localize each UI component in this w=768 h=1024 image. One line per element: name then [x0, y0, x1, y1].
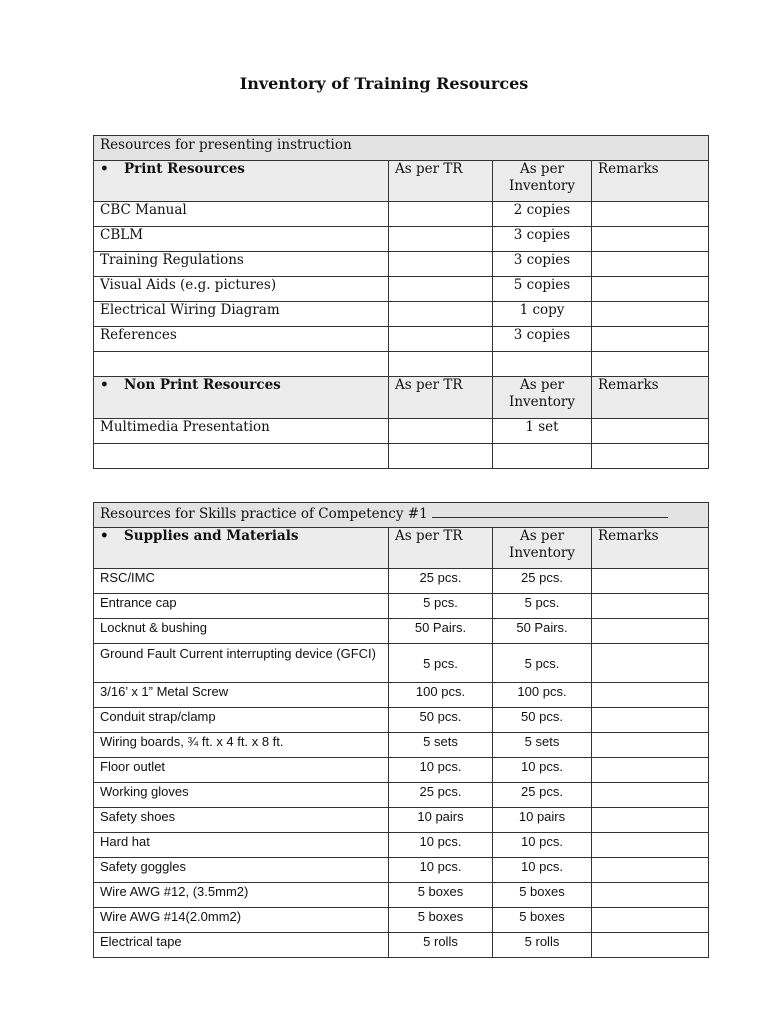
as-per-tr-cell: 5 boxes: [389, 883, 493, 908]
table-row: [94, 883, 709, 908]
as-per-inventory-cell: 3 copies: [493, 227, 592, 252]
item-name-cell: Locknut & bushing: [94, 619, 389, 644]
as-per-inventory-cell: 25 pcs.: [493, 569, 592, 594]
table-row: [94, 758, 709, 783]
remarks-cell: [592, 594, 709, 619]
bullet-icon: •: [100, 161, 109, 177]
as-per-tr-cell: 5 sets: [389, 733, 493, 758]
as-per-inventory-cell: 2 copies: [493, 202, 592, 227]
as-per-inventory-cell: 10 pcs.: [493, 758, 592, 783]
col-as-per-inventory: As per Inventory: [493, 161, 592, 202]
item-name-cell: Visual Aids (e.g. pictures): [94, 277, 389, 302]
as-per-inventory-cell: 1 set: [493, 419, 592, 444]
remarks-cell: [592, 858, 709, 883]
as-per-tr-cell: 25 pcs.: [389, 783, 493, 808]
table-row: [94, 202, 709, 227]
remarks-cell: [592, 758, 709, 783]
non-print-resources-label: • Non Print Resources: [94, 377, 389, 419]
empty-cell: [389, 444, 493, 469]
as-per-tr-cell: 10 pcs.: [389, 758, 493, 783]
as-per-inventory-cell: 50 Pairs.: [493, 619, 592, 644]
item-name-cell: References: [94, 327, 389, 352]
as-per-tr-cell: 5 pcs.: [389, 594, 493, 619]
table-row: [94, 252, 709, 277]
as-per-inventory-cell: 50 pcs.: [493, 708, 592, 733]
table-row: [94, 227, 709, 252]
remarks-cell: [592, 252, 709, 277]
item-name-cell: Wiring boards, ¾ ft. x 4 ft. x 8 ft.: [94, 733, 389, 758]
print-resources-label: • Print Resources: [94, 161, 389, 202]
table-row: [94, 683, 709, 708]
page-title: Inventory of Training Resources: [239, 74, 529, 93]
table-row: [94, 277, 709, 302]
remarks-cell: [592, 277, 709, 302]
as-per-inventory-cell: 5 sets: [493, 733, 592, 758]
table-row: [94, 808, 709, 833]
table-row: [94, 708, 709, 733]
table-row: [94, 594, 709, 619]
col-remarks: Remarks: [592, 161, 709, 202]
item-name-cell: Wire AWG #14(2.0mm2): [94, 908, 389, 933]
as-per-tr-cell: 5 boxes: [389, 908, 493, 933]
item-name-cell: Conduit strap/clamp: [94, 708, 389, 733]
non-print-resources-header-row: [94, 377, 709, 419]
as-per-tr-cell: 50 pcs.: [389, 708, 493, 733]
remarks-cell: [592, 908, 709, 933]
as-per-inventory-cell: 10 pairs: [493, 808, 592, 833]
empty-cell: [493, 352, 592, 377]
table-row: [94, 644, 709, 683]
col-as-per-tr: As per TR: [389, 161, 493, 202]
as-per-inventory-cell: 10 pcs.: [493, 833, 592, 858]
remarks-cell: [592, 708, 709, 733]
col-as-per-tr: As per TR: [389, 528, 493, 569]
as-per-tr-cell: [389, 252, 493, 277]
empty-row: [94, 444, 709, 469]
item-name-cell: CBC Manual: [94, 202, 389, 227]
table-row: [94, 419, 709, 444]
skills-practice-table: [93, 502, 709, 958]
as-per-tr-cell: 10 pcs.: [389, 858, 493, 883]
as-per-inventory-cell: 25 pcs.: [493, 783, 592, 808]
section-heading-row: [94, 503, 709, 528]
as-per-inventory-cell: 3 copies: [493, 327, 592, 352]
remarks-cell: [592, 883, 709, 908]
as-per-tr-cell: 100 pcs.: [389, 683, 493, 708]
as-per-inventory-cell: 5 pcs.: [493, 594, 592, 619]
as-per-tr-cell: 10 pcs.: [389, 833, 493, 858]
item-name-cell: Safety shoes: [94, 808, 389, 833]
item-name-cell: Working gloves: [94, 783, 389, 808]
col-as-per-inventory: As per Inventory: [493, 528, 592, 569]
section-heading-row: [94, 136, 709, 161]
section-heading: Resources for presenting instruction: [94, 136, 709, 161]
as-per-inventory-cell: 5 copies: [493, 277, 592, 302]
item-name-cell: RSC/IMC: [94, 569, 389, 594]
as-per-inventory-cell: 100 pcs.: [493, 683, 592, 708]
table-row: [94, 569, 709, 594]
as-per-inventory-cell: 10 pcs.: [493, 858, 592, 883]
empty-cell: [94, 352, 389, 377]
item-name-cell: CBLM: [94, 227, 389, 252]
empty-cell: [592, 352, 709, 377]
as-per-tr-cell: [389, 302, 493, 327]
as-per-inventory-cell: 5 boxes: [493, 908, 592, 933]
supplies-header-row: [94, 528, 709, 569]
remarks-cell: [592, 833, 709, 858]
col-remarks: Remarks: [592, 528, 709, 569]
as-per-inventory-cell: 5 rolls: [493, 933, 592, 958]
as-per-tr-cell: [389, 419, 493, 444]
remarks-cell: [592, 419, 709, 444]
remarks-cell: [592, 783, 709, 808]
item-name-cell: Hard hat: [94, 833, 389, 858]
item-name-cell: Electrical tape: [94, 933, 389, 958]
as-per-tr-cell: 5 rolls: [389, 933, 493, 958]
as-per-tr-cell: [389, 227, 493, 252]
item-name-cell: Wire AWG #12, (3.5mm2): [94, 883, 389, 908]
item-name-cell: Entrance cap: [94, 594, 389, 619]
as-per-tr-cell: 5 pcs.: [389, 644, 493, 683]
as-per-tr-cell: [389, 277, 493, 302]
remarks-cell: [592, 227, 709, 252]
remarks-cell: [592, 808, 709, 833]
remarks-cell: [592, 202, 709, 227]
col-as-per-tr: As per TR: [389, 377, 493, 419]
item-name-cell: Ground Fault Current interrupting device (GFCI): [94, 644, 389, 683]
empty-row: [94, 352, 709, 377]
remarks-cell: [592, 619, 709, 644]
as-per-tr-cell: 50 Pairs.: [389, 619, 493, 644]
table-row: [94, 908, 709, 933]
table-row: [94, 619, 709, 644]
as-per-inventory-cell: 5 boxes: [493, 883, 592, 908]
table-row: [94, 302, 709, 327]
table-row: [94, 833, 709, 858]
col-as-per-inventory: As per Inventory: [493, 377, 592, 419]
blank-fill-line: [432, 505, 668, 518]
item-name-cell: 3/16’ x 1” Metal Screw: [94, 683, 389, 708]
empty-cell: [592, 444, 709, 469]
table-row: [94, 858, 709, 883]
table-row: [94, 733, 709, 758]
table-row: [94, 933, 709, 958]
item-name-cell: Training Regulations: [94, 252, 389, 277]
section-heading: Resources for Skills practice of Competency #1: [94, 503, 709, 528]
empty-cell: [94, 444, 389, 469]
remarks-cell: [592, 302, 709, 327]
remarks-cell: [592, 733, 709, 758]
print-resources-header-row: [94, 161, 709, 202]
remarks-cell: [592, 569, 709, 594]
as-per-inventory-cell: 5 pcs.: [493, 644, 592, 683]
remarks-cell: [592, 327, 709, 352]
as-per-tr-cell: 10 pairs: [389, 808, 493, 833]
empty-cell: [493, 444, 592, 469]
item-name-cell: Multimedia Presentation: [94, 419, 389, 444]
as-per-tr-cell: [389, 202, 493, 227]
table-row: [94, 783, 709, 808]
as-per-inventory-cell: 1 copy: [493, 302, 592, 327]
bullet-icon: •: [100, 377, 109, 393]
bullet-icon: •: [100, 528, 109, 544]
as-per-inventory-cell: 3 copies: [493, 252, 592, 277]
remarks-cell: [592, 683, 709, 708]
col-remarks: Remarks: [592, 377, 709, 419]
item-name-cell: Floor outlet: [94, 758, 389, 783]
table-row: [94, 327, 709, 352]
item-name-cell: Electrical Wiring Diagram: [94, 302, 389, 327]
remarks-cell: [592, 933, 709, 958]
supplies-label: • Supplies and Materials: [94, 528, 389, 569]
presenting-instruction-table: [93, 135, 709, 469]
item-name-cell: Safety goggles: [94, 858, 389, 883]
as-per-tr-cell: [389, 327, 493, 352]
as-per-tr-cell: 25 pcs.: [389, 569, 493, 594]
empty-cell: [389, 352, 493, 377]
remarks-cell: [592, 644, 709, 683]
